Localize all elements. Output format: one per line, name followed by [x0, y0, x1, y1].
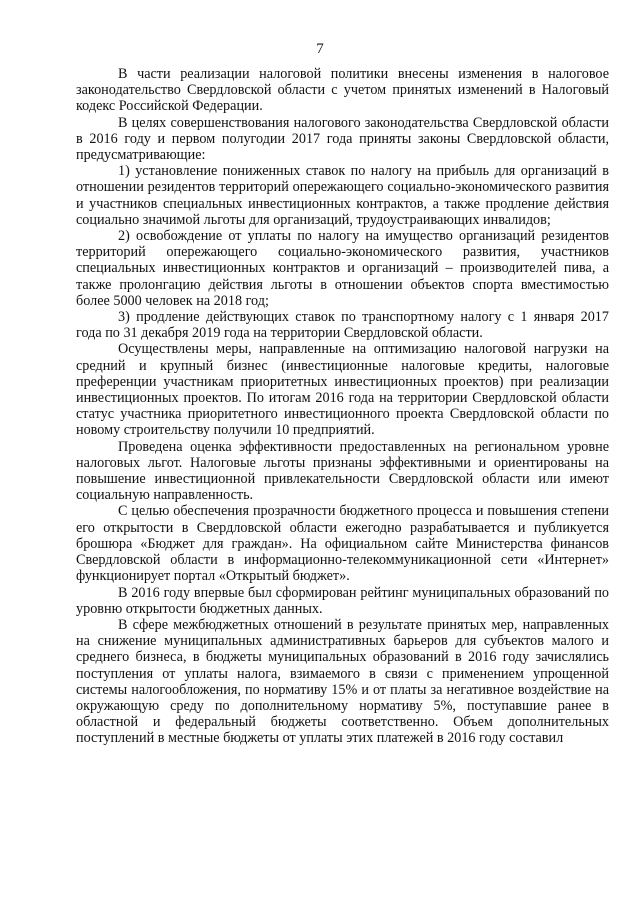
paragraph-tax-policy-changes: В части реализации налоговой политики внесены изменения в налоговое законодательство Свердловской области с учетом принятых изменений в Налоговый кодекс Российской Федерации.	[76, 66, 609, 115]
paragraph-openness-rating: В 2016 году впервые был сформирован рейтинг муниципальных образований по уровню открытости бюджетных данных.	[76, 584, 609, 617]
paragraph-interbudget-relations: В сфере межбюджетных отношений в результате принятых мер, направленных на снижение муниципальных административных барьеров для субъектов малого и среднего бизнеса, в бюджеты муниципальных образований в 2016 году зачислялись поступления от уплаты налога, взимаемого в связи с применением упрощенной системы налогообложения, по нормативу 15% и от платы за негативное воздействие на окружающую среду по дополнительному нормативу 5%, поступавшие ранее в областной и федеральный бюджеты соответственно. Объем дополнительных поступлений в местные бюджеты от уплаты этих платежей в 2016 году составил	[76, 616, 609, 747]
page-number: 7	[316, 41, 324, 57]
paragraph-benefits-evaluation: Проведена оценка эффективности предоставленных на региональном уровне налоговых льгот. Налоговые льготы признаны эффективными и ориентированы на повышение инвестиционной привлекательности Свердловской области или имеют социальную направленность.	[76, 438, 609, 504]
paragraph-laws-adopted: В целях совершенствования налогового законодательства Свердловской области в 2016 году и первом полугодии 2017 года приняты законы Свердловской области, предусматривающие:	[76, 114, 609, 164]
list-item-transport-tax: 3) продление действующих ставок по транспортному налогу с 1 января 2017 года по 31 декабря 2019 года на территории Свердловской области.	[76, 309, 609, 342]
paragraph-tax-burden: Осуществлены меры, направленные на оптимизацию налоговой нагрузки на средний и крупный бизнес (инвестиционные налоговые кредиты, налоговые преференции участникам приоритетных инвестиционных проектов) при реализации инвестиционных проектов. По итогам 2016 года на территории Свердловской области статус участника приоритетного инвестиционного проекта Свердловской области по новому строительству получили 10 предприятий.	[76, 341, 609, 439]
list-item-profit-tax: 1) установление пониженных ставок по налогу на прибыль для организаций в отношении резидентов территорий опережающего социально-экономического развития и участников специальных инвестиционных контрактов, а также продление действия социально значимой льготы для организаций, трудоустраивающих инвалидов;	[76, 163, 609, 228]
list-item-property-tax: 2) освобождение от уплаты по налогу на имущество организаций резидентов территорий опережающего социально-экономического развития, участников специальных инвестиционных контрактов и организаций – производителей пива, а также пролонгацию действия льготы в отношении объектов спорта вместимостью более 5000 человек на 2018 год;	[76, 228, 609, 309]
document-body	[76, 66, 609, 747]
paragraph-budget-transparency: С целью обеспечения прозрачности бюджетного процесса и повышения степени его открытости в Свердловской области ежегодно разрабатывается и публикуется брошюра «Бюджет для граждан». На официальном сайте Министерства финансов Свердловской области в информационно-телекоммуникационной сети «Интернет» функционирует портал «Открытый бюджет».	[76, 503, 609, 585]
